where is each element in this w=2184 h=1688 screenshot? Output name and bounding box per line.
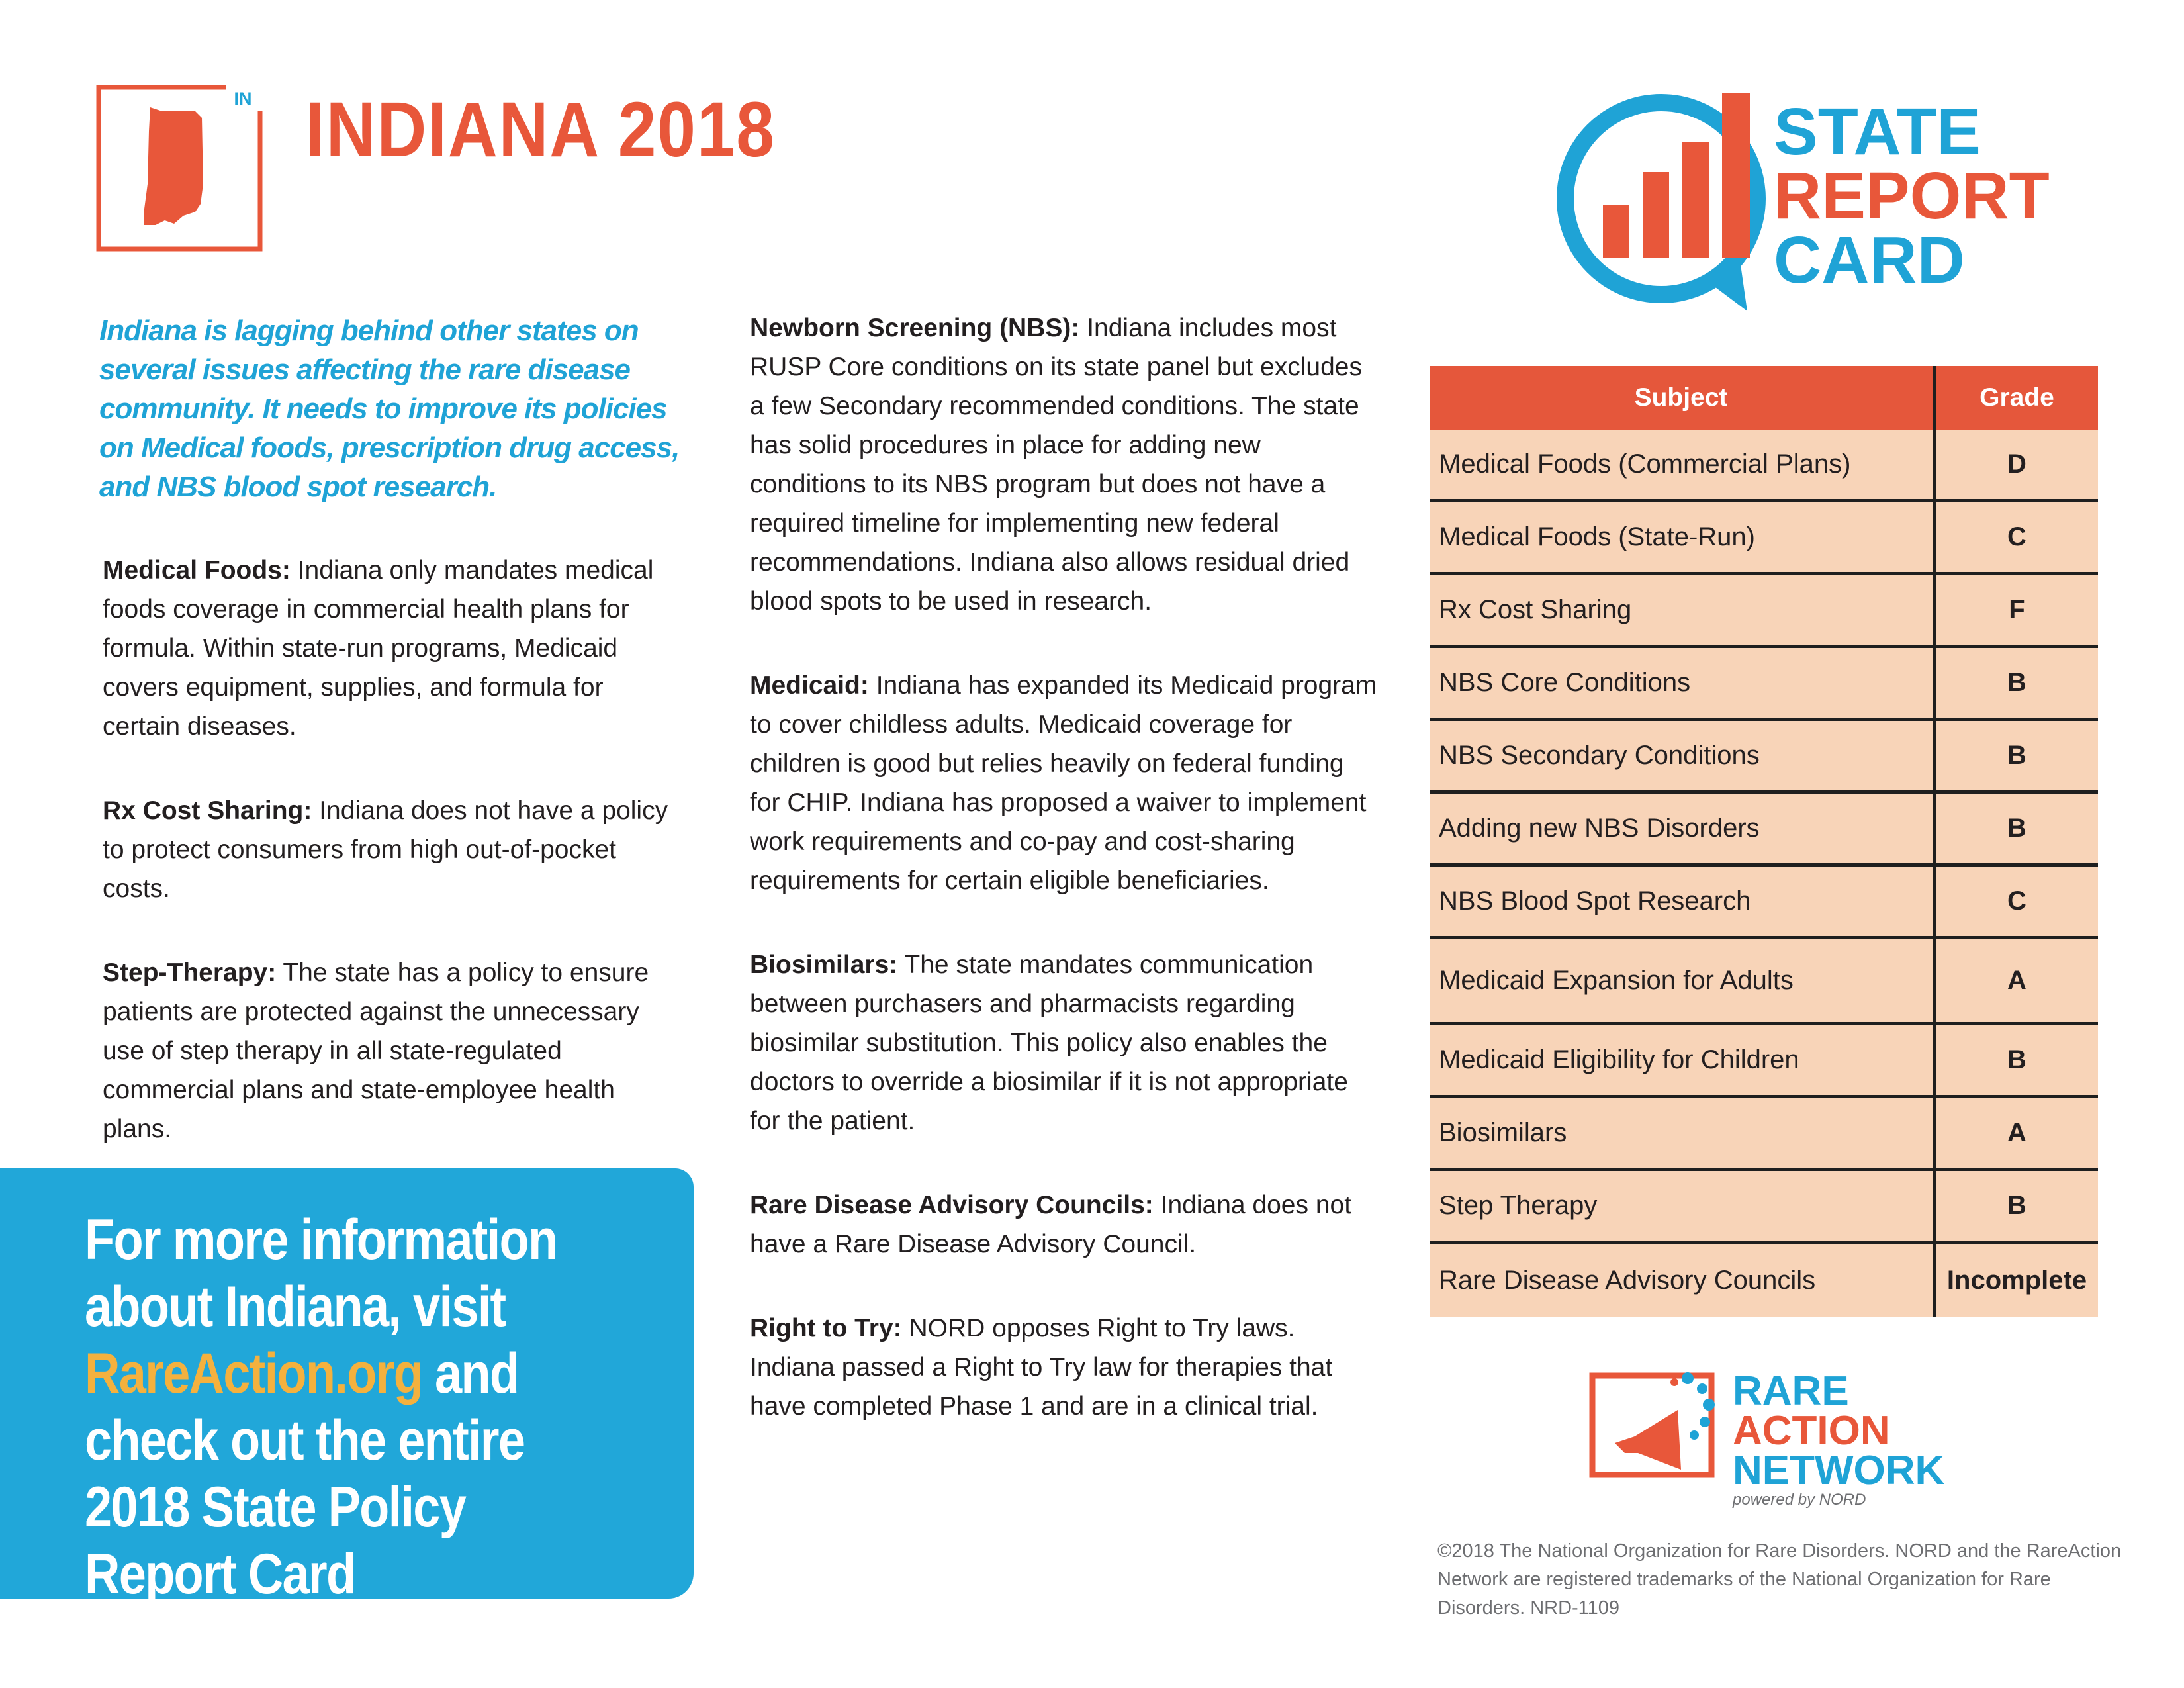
grade-cell: B xyxy=(1934,792,2099,865)
subject-header: Subject xyxy=(1430,366,1934,430)
table-row xyxy=(1430,792,2098,865)
table-row xyxy=(1430,1024,2098,1097)
subject-cell: Step Therapy xyxy=(1430,1170,1934,1243)
grade-cell: D xyxy=(1934,430,2099,501)
ran-tagline: powered by NORD xyxy=(1733,1491,1866,1509)
ran-line-network: NETWORK xyxy=(1733,1448,1945,1493)
ran-line-rare: RARE xyxy=(1733,1368,1849,1414)
grade-header: Grade xyxy=(1934,366,2099,430)
megaphone-icon xyxy=(1615,1410,1681,1470)
logo-line-report: REPORT xyxy=(1774,159,2050,233)
left-column xyxy=(103,551,685,1194)
middle-column xyxy=(750,308,1379,1471)
state-abbr: IN xyxy=(234,89,252,109)
grade-cell: F xyxy=(1934,574,2099,647)
page-title: INDIANA 2018 xyxy=(306,86,776,173)
policy-paragraph: Right to Try: NORD opposes Right to Try laws. Indiana passed a Right to Try law for therapies that have completed Phase 1 and are in a clinical trial. xyxy=(750,1314,1333,1421)
logo-line-card: CARD xyxy=(1774,223,1965,297)
table-row xyxy=(1430,574,2098,647)
subject-cell: Medical Foods (State-Run) xyxy=(1430,501,1934,574)
indiana-state-badge xyxy=(96,85,263,252)
intro-summary: Indiana is lagging behind other states on several issues affecting the rare disease community. It needs to improve its policies on Medical foods, prescription drug access, and NBS blood spot research. xyxy=(99,314,680,503)
table-row xyxy=(1430,1243,2098,1317)
subject-cell: NBS Secondary Conditions xyxy=(1430,720,1934,792)
policy-paragraph: Newborn Screening (NBS): Indiana includes most RUSP Core conditions on its state panel but excludes a few Secondary recommended conditions. The state has solid procedures in place for adding new conditions to its NBS program but does not have a required timeline for implementing new federal recommendations. Indiana also allows residual dried blood spots to be used in research. xyxy=(750,314,1362,616)
table-row xyxy=(1430,865,2098,938)
subject-cell: Medical Foods (Commercial Plans) xyxy=(1430,430,1934,501)
more-info-text: For more information about Indiana, visit RareAction.org and check out the entire 2018 State Policy Report Card xyxy=(85,1208,557,1606)
grade-cell: B xyxy=(1934,1170,2099,1243)
subject-cell: Adding new NBS Disorders xyxy=(1430,792,1934,865)
rareaction-link[interactable]: RareAction.org xyxy=(85,1342,423,1405)
rare-action-network-logo xyxy=(1588,1364,1992,1513)
grade-table xyxy=(1430,366,2098,1317)
state-report-card-logo xyxy=(1549,83,2071,321)
subject-cell: Biosimilars xyxy=(1430,1097,1934,1170)
policy-paragraph: Biosimilars: The state mandates communication between purchasers and pharmacists regarding biosimilar substitution. This policy also enables the doctors to override a biosimilar if it is not appropriate for the patient. xyxy=(750,951,1348,1135)
table-row xyxy=(1430,430,2098,501)
subject-cell: Rare Disease Advisory Councils xyxy=(1430,1243,1934,1317)
more-info-callout xyxy=(0,1168,694,1606)
grade-cell: A xyxy=(1934,1097,2099,1170)
table-row xyxy=(1430,720,2098,792)
policy-paragraph: Medicaid: Indiana has expanded its Medicaid program to cover childless adults. Medicaid coverage for children is good but relies heavily on federal funding for CHIP. Indiana has proposed a waiver to implement work requirements and co-pay and cost-sharing requirements for certain eligible beneficiaries. xyxy=(750,671,1377,895)
grade-cell: Incomplete xyxy=(1934,1243,2099,1317)
grade-cell: B xyxy=(1934,647,2099,720)
policy-paragraph: Step-Therapy: The state has a policy to ensure patients are protected against the unnecessary use of step therapy in all state-regulated commercial plans and state-employee health plans. xyxy=(103,959,649,1143)
grade-cell: A xyxy=(1934,938,2099,1024)
copyright-notice: ©2018 The National Organization for Rare Disorders. NORD and the RareAction Network are registered trademarks of the National Organization for Rare Disorders. NRD-1109 xyxy=(1437,1540,2122,1618)
indiana-map-icon xyxy=(144,107,203,225)
subject-cell: NBS Core Conditions xyxy=(1430,647,1934,720)
policy-paragraph: Rx Cost Sharing: Indiana does not have a policy to protect consumers from high out-of-pocket costs. xyxy=(103,796,668,903)
policy-paragraph: Medical Foods: Indiana only mandates medical foods coverage in commercial health plans for formula. Within state-run programs, Medicaid covers equipment, supplies, and formula for certain diseases. xyxy=(103,556,654,741)
grade-cell: B xyxy=(1934,720,2099,792)
table-row xyxy=(1430,1170,2098,1243)
subject-cell: Rx Cost Sharing xyxy=(1430,574,1934,647)
ran-line-action: ACTION xyxy=(1733,1408,1890,1454)
subject-cell: Medicaid Expansion for Adults xyxy=(1430,938,1934,1024)
grade-cell: C xyxy=(1934,865,2099,938)
grade-cell: C xyxy=(1934,501,2099,574)
policy-paragraph: Rare Disease Advisory Councils: Indiana does not have a Rare Disease Advisory Council. xyxy=(750,1191,1352,1258)
logo-line-state: STATE xyxy=(1774,95,1981,169)
table-row xyxy=(1430,647,2098,720)
table-row xyxy=(1430,938,2098,1024)
grade-cell: B xyxy=(1934,1024,2099,1097)
subject-cell: Medicaid Eligibility for Children xyxy=(1430,1024,1934,1097)
table-row xyxy=(1430,501,2098,574)
table-row xyxy=(1430,1097,2098,1170)
subject-cell: NBS Blood Spot Research xyxy=(1430,865,1934,938)
